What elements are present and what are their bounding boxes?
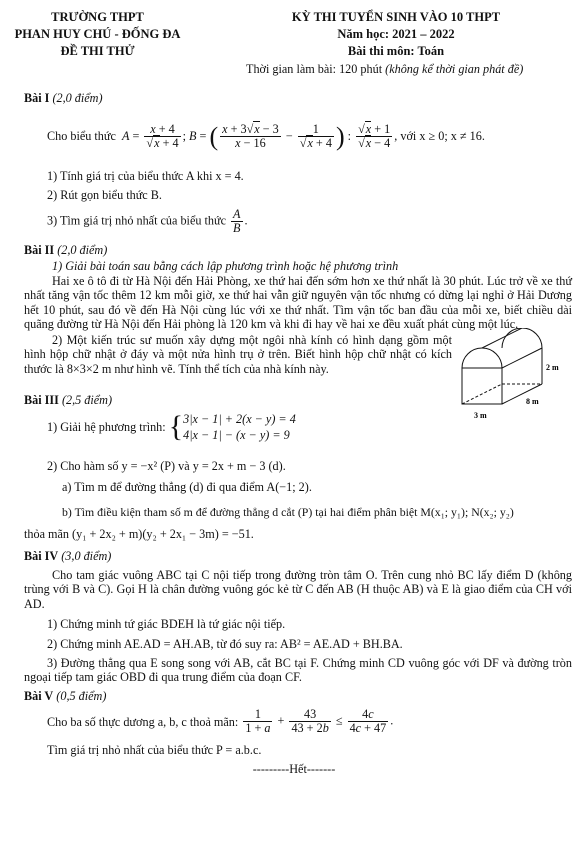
bai1-q3: 3) Tìm giá trị nhỏ nhất của biểu thức (47, 213, 226, 228)
label-height: 2 m (546, 363, 559, 372)
bai3-q2-intro: 2) Cho hàm số y = −x² (P) và y = 2x + m − 3 (d). (47, 459, 286, 473)
school-name-line1: TRƯỜNG THPT (51, 10, 144, 24)
bai1-q1: 1) Tính giá trị của biểu thức A khi x = 4. (47, 169, 244, 183)
bai1-title: Bài I (24, 91, 50, 105)
bai5-intro: Cho ba số thực dương a, b, c thoả mãn: (47, 714, 239, 729)
bai3-eq2: 4|x − 1| − (x − y) = 9 (183, 428, 290, 443)
bai1-expression: Cho biểu thức A = $\frac{x + 4}{√x + 4}$ ; B = ( $\frac{x + 3√x - 3}{x - 16}$ − $\frac{1}{√x + 4}$ ) : $\frac{√x + 1}{√x - 4}$ , với x ≥ 0; x ≠ 16. (47, 122, 485, 151)
bai1-heading (24, 91, 103, 105)
bai1-q2: 2) Rút gọn biểu thức B. (47, 188, 162, 202)
school-year: Năm học: 2021 – 2022 (337, 27, 455, 41)
bai4-points: (3,0 điểm) (61, 549, 112, 563)
school-name-line2: PHAN HUY CHÚ - ĐỐNG ĐA (14, 27, 181, 41)
bai2-points: (2,0 điểm) (57, 243, 108, 257)
bai4-title: Bài IV (24, 549, 59, 563)
greenhouse-figure (454, 328, 579, 423)
bai2-heading (24, 243, 107, 257)
bai4-heading (24, 549, 111, 563)
bai1-intro: Cho biểu thức (47, 128, 116, 143)
front-arch (462, 348, 502, 368)
bai3-eq1: 3|x − 1| + 2(x − y) = 4 (183, 411, 296, 426)
bai3-points: (2,5 điểm) (61, 393, 113, 407)
time-note (246, 62, 523, 76)
bai1-condition: , với x ≥ 0; x ≠ 16. (394, 128, 485, 143)
bai1-points: (2,0 điểm) (52, 91, 103, 105)
time-note-italic: (không kể thời gian phát đề) (385, 62, 524, 76)
bai4-q3: 3) Đường thẳng qua E song song với AB, cắt BC tại F. Chứng minh CD vuông góc với DF và đường tròn ngoại tiếp tam giác OBD đi qua trung điểm của đoạn CF. (24, 656, 572, 685)
bai5-heading (24, 689, 106, 703)
bai5-title: Bài V (24, 689, 54, 703)
bai2-title: Bài II (24, 243, 55, 257)
bai2-sub1-text: Hai xe ô tô đi từ Hà Nội đến Hải Phòng, xe thứ hai đến sớm hơn xe thứ nhất là 30 phút. Lúc trở về xe thứ nhất tăng vận tốc thêm 12 km mỗi giờ, xe thứ hai vẫn giữ nguyên vận tốc nhưng có dừng lại nghỉ ở Hải Dương hết 10 phút, sau đó về đến Hà Nội cùng lúc với xe thứ nhất. Tìm vận tốc ban đầu của mỗi xe, biết chiều dài quãng đường từ Hà Nội đến Hải phòng là 120 km và khi đi hay về hai xe đều xuất phát cùng một lúc. (24, 274, 572, 331)
bai4-intro: Cho tam giác vuông ABC tại C nội tiếp trong đường tròn tâm O. Trên cung nhỏ BC lấy điểm D (không trùng với B và C). Gọi H là chân đường vuông góc kẻ từ C đến AB (H thuộc AB) và E là giao điểm của CH với AD. (24, 568, 572, 611)
bai5-condition-line: Cho ba số thực dương a, b, c thoả mãn: $\frac{1}{1 + a}$ + $\frac{43}{43 + 2b}$ ≤ $\frac{4c}{4c + 47}$ . (47, 707, 394, 736)
bai3-title: Bài III (24, 393, 59, 407)
subject: Bài thi môn: Toán (347, 44, 445, 58)
end-mark: ---------Hết------- (252, 762, 336, 776)
time-note-plain: Thời gian làm bài: 120 phút (246, 62, 383, 76)
exam-kind: ĐỀ THI THỬ (60, 44, 135, 58)
bai3-q2b: b) Tìm điều kiện tham số m để đường thẳng d cắt (P) tại hai điểm phân biệt M(x₁; y₁); N(x₂; y₂) (62, 505, 514, 519)
bai4-q1: 1) Chứng minh tứ giác BDEH là tứ giác nội tiếp. (47, 617, 286, 631)
bai2-sub2-text: 2) Một kiến trúc sư muốn xây dựng một ngôi nhà kính có hình dạng gồm một hình hộp chữ nhật ở đáy và một nửa hình trụ ở trên. Biết hình hộp chữ nhật có kích thước là 8×3×2 m như hình vẽ. Tính thể tích của nhà kính này. (24, 333, 452, 376)
label-width: 3 m (474, 411, 487, 420)
bai3-q1-intro: 1) Giải hệ phương trình: (47, 420, 166, 435)
bai3-heading (24, 393, 112, 407)
label-length: 8 m (526, 397, 539, 406)
bai1-q3-line: 3) Tìm giá trị nhỏ nhất của biểu thức $\frac{A}{B}$ . (47, 207, 248, 236)
bai2-sub1-title: 1) Giải bài toán sau bằng cách lập phương trình hoặc hệ phương trình (52, 259, 399, 273)
back-arch (502, 328, 542, 348)
bai3-q2b-cont: thỏa mãn (y₁ + 2x₂ + m)(y₂ + 2x₁ − 3m) = −51. (24, 527, 254, 541)
bai3-q1-line: 1) Giải hệ phương trình: { 3|x − 1| + 2(x − y) = 4 4|x − 1| − (x − y) = 9 (47, 410, 296, 443)
exam-title: KỲ THI TUYỂN SINH VÀO 10 THPT (291, 10, 501, 24)
bai5-points: (0,5 điểm) (56, 689, 107, 703)
bai5-q: Tìm giá trị nhỏ nhất của biểu thức P = a.b.c. (47, 743, 262, 757)
bai4-q2: 2) Chứng minh AE.AD = AH.AB, từ đó suy ra: AB² = AE.AD + BH.BA. (47, 637, 403, 651)
box-front-face (462, 368, 502, 404)
bai3-q2a: a) Tìm m để đường thẳng (d) đi qua điểm A(−1; 2). (62, 480, 312, 494)
